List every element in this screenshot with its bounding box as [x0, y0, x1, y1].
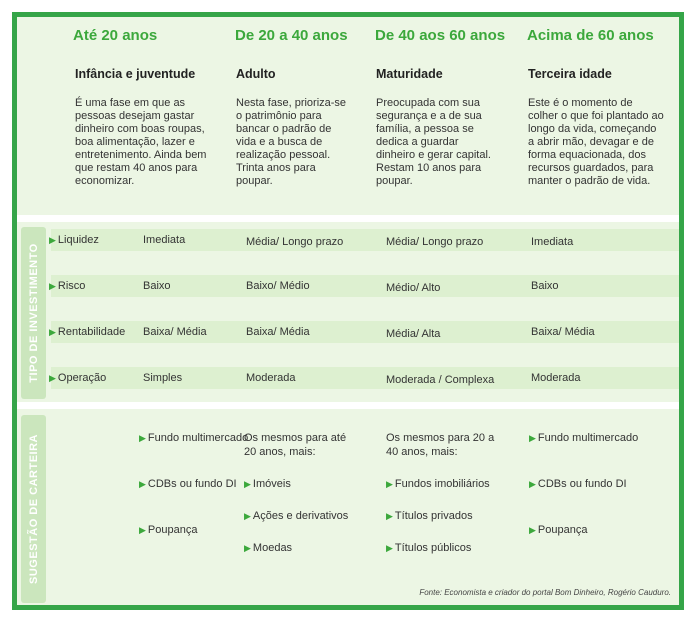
table-cell: Baixa/ Média — [143, 326, 207, 338]
triangle-bullet-icon: ▶ — [529, 433, 536, 443]
col4-description: Este é o momento de colher o que foi plantado ao longo da vida, começando a abrir mão, devagar e de forma equacionada, dos recursos guardados, para manter o padrão de vida. — [528, 97, 664, 187]
col3-stage: Maturidade — [376, 67, 443, 81]
investment-type-label: TIPO DE INVESTIMENTO — [27, 243, 40, 383]
portfolio-label: SUGESTÃO DE CARTEIRA — [27, 434, 40, 584]
col1-age-heading: Até 20 anos — [73, 27, 158, 44]
table-cell: Média/ Longo prazo — [246, 236, 344, 248]
col1-description: É uma fase em que as pessoas desejam gastar dinheiro com boas roupas, boa alimentação, lazer e entretenimento. Ainda bem que restam 40 anos para economizar. — [75, 97, 207, 187]
source-note: Fonte: Economista e criador do portal Bom Dinheiro, Rogério Cauduro. — [419, 588, 671, 597]
table-cell: Média/ Longo prazo — [386, 236, 484, 248]
triangle-bullet-icon: ▶ — [139, 433, 146, 443]
portfolio-intro: Os mesmos para até 20 anos, mais: — [244, 432, 347, 458]
col4-stage: Terceira idade — [528, 67, 612, 81]
portfolio-item: ▶ Imóveis — [244, 478, 291, 490]
table-cell: Imediata — [143, 234, 186, 246]
row-label: ▶ Liquidez — [49, 234, 99, 246]
triangle-bullet-icon: ▶ — [49, 373, 56, 383]
triangle-bullet-icon: ▶ — [139, 525, 146, 535]
table-cell: Moderada — [246, 372, 296, 384]
portfolio-item: ▶ Títulos privados — [386, 510, 473, 522]
table-cell: Baixo/ Médio — [246, 280, 310, 292]
table-cell: Imediata — [531, 236, 574, 248]
portfolio-item: ▶ Ações e derivativos — [244, 510, 349, 522]
col2-description: Nesta fase, prioriza-se o patrimônio para bancar o padrão de vida e a busca de realização pessoal. Trinta anos para poupar. — [236, 97, 347, 187]
table-cell: Moderada / Complexa — [386, 374, 495, 386]
triangle-bullet-icon: ▶ — [49, 235, 56, 245]
investment-type-label-bar — [21, 227, 46, 399]
table-cell: Baixo — [143, 280, 171, 292]
portfolio-item: ▶ Poupança — [139, 524, 198, 536]
col2-stage: Adulto — [236, 67, 276, 81]
triangle-bullet-icon: ▶ — [244, 479, 251, 489]
triangle-bullet-icon: ▶ — [529, 525, 536, 535]
table-cell: Médio/ Alto — [386, 282, 441, 294]
triangle-bullet-icon: ▶ — [244, 543, 251, 553]
table-cell: Baixa/ Média — [531, 326, 595, 338]
table-cell: Moderada — [531, 372, 581, 384]
portfolio-item: ▶ Poupança — [529, 524, 588, 536]
table-cell: Baixa/ Média — [246, 326, 310, 338]
portfolio-item: ▶ Moedas — [244, 542, 293, 554]
row-label: ▶ Risco — [49, 280, 86, 292]
portfolio-item: ▶ Fundos imobiliários — [386, 478, 490, 490]
col3-age-heading: De 40 aos 60 anos — [375, 27, 506, 44]
table-cell: Baixo — [531, 280, 559, 292]
table-cell: Simples — [143, 372, 183, 384]
triangle-bullet-icon: ▶ — [386, 479, 393, 489]
table-cell: Média/ Alta — [386, 328, 441, 340]
portfolio-item: ▶ Fundo multimercado — [529, 432, 639, 444]
triangle-bullet-icon: ▶ — [529, 479, 536, 489]
portfolio-intro: Os mesmos para 20 a 40 anos, mais: — [386, 432, 495, 458]
portfolio-item: ▶ CDBs ou fundo DI — [529, 478, 627, 490]
investment-guide-table — [12, 12, 684, 610]
separator — [17, 215, 679, 222]
portfolio-label-bar — [21, 415, 46, 603]
triangle-bullet-icon: ▶ — [386, 543, 393, 553]
portfolio-item: ▶ CDBs ou fundo DI — [139, 478, 237, 490]
triangle-bullet-icon: ▶ — [49, 281, 56, 291]
col4-age-heading: Acima de 60 anos — [527, 27, 654, 44]
col1-stage: Infância e juventude — [75, 67, 196, 81]
separator — [17, 402, 679, 409]
col2-age-heading: De 20 a 40 anos — [235, 27, 348, 44]
portfolio-item: ▶ Títulos públicos — [386, 542, 472, 554]
triangle-bullet-icon: ▶ — [386, 511, 393, 521]
col3-description: Preocupada com sua segurança e a de sua família, a pessoa se dedica a guardar dinheiro e gerar capital. Restam 10 anos para poupar. — [376, 97, 491, 187]
triangle-bullet-icon: ▶ — [139, 479, 146, 489]
row-label: ▶ Rentabilidade — [49, 326, 126, 338]
row-label: ▶ Operação — [49, 372, 107, 384]
triangle-bullet-icon: ▶ — [244, 511, 251, 521]
portfolio-item: ▶ Fundo multimercado — [139, 432, 249, 444]
triangle-bullet-icon: ▶ — [49, 327, 56, 337]
